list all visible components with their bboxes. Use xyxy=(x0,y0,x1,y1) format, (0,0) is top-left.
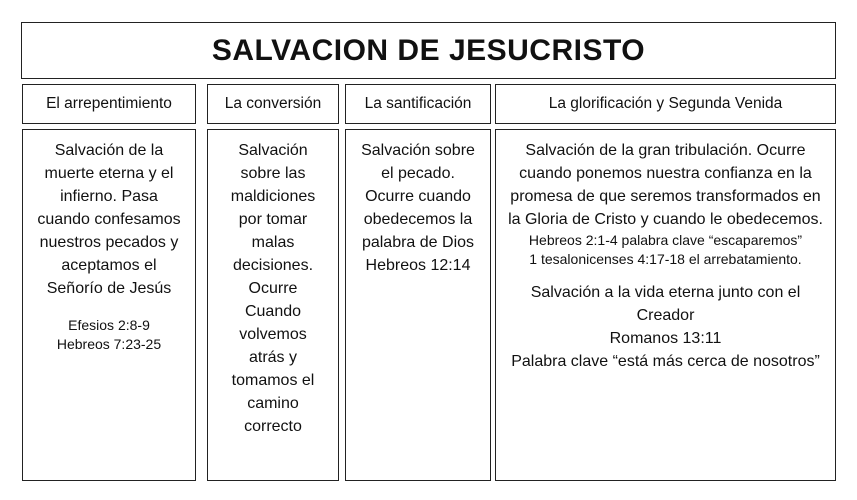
body-santificacion xyxy=(345,129,491,481)
body-conversion xyxy=(207,129,339,481)
reference: Hebreos 7:23-25 xyxy=(56,336,162,352)
page-title: SALVACION DE JESUCRISTO xyxy=(211,33,646,67)
body-arrepentimiento xyxy=(22,129,196,481)
header-arrepentimiento xyxy=(22,84,196,124)
header-glorificacion xyxy=(495,84,836,124)
header-santificacion xyxy=(345,84,491,124)
header-conversion xyxy=(207,84,339,124)
body-glorificacion xyxy=(495,129,836,481)
reference: Hebreos 12:14 xyxy=(365,257,471,274)
header-label: La conversión xyxy=(224,95,322,112)
body-text-2: Salvación a la vida eterna junto con el Creador xyxy=(530,284,801,324)
keyword-text: Palabra clave “está más cerca de nosotros” xyxy=(511,353,820,370)
body-text: Salvación sobre las maldiciones por tomar malas decisiones. Ocurre Cuando volvemos atrás y tomamos el camino correcto xyxy=(230,142,316,435)
body-text: Salvación sobre el pecado. Ocurre cuando obedecemos la palabra de Dios xyxy=(361,142,475,251)
body-text: Salvación de la gran tribulación. Ocurre cuando ponemos nuestra confianza en la promesa de que seremos transformados en la Gloria de Cristo y cuando le obedecemos. xyxy=(508,142,823,228)
header-label: La santificación xyxy=(364,95,472,112)
reference: Hebreos 2:1-4 palabra clave “escaparemos” xyxy=(528,232,803,248)
header-label: El arrepentimiento xyxy=(46,95,172,112)
title-box xyxy=(21,22,836,79)
reference: Efesios 2:8-9 xyxy=(68,317,150,333)
body-text: Salvación de la muerte eterna y el infierno. Pasa cuando confesamos nuestros pecados y aceptamos el Señorío de Jesús xyxy=(37,142,181,297)
reference: 1 tesalonicenses 4:17-18 el arrebatamiento. xyxy=(529,251,802,267)
reference-2: Romanos 13:11 xyxy=(609,330,722,347)
header-label: La glorificación y Segunda Venida xyxy=(548,95,783,112)
